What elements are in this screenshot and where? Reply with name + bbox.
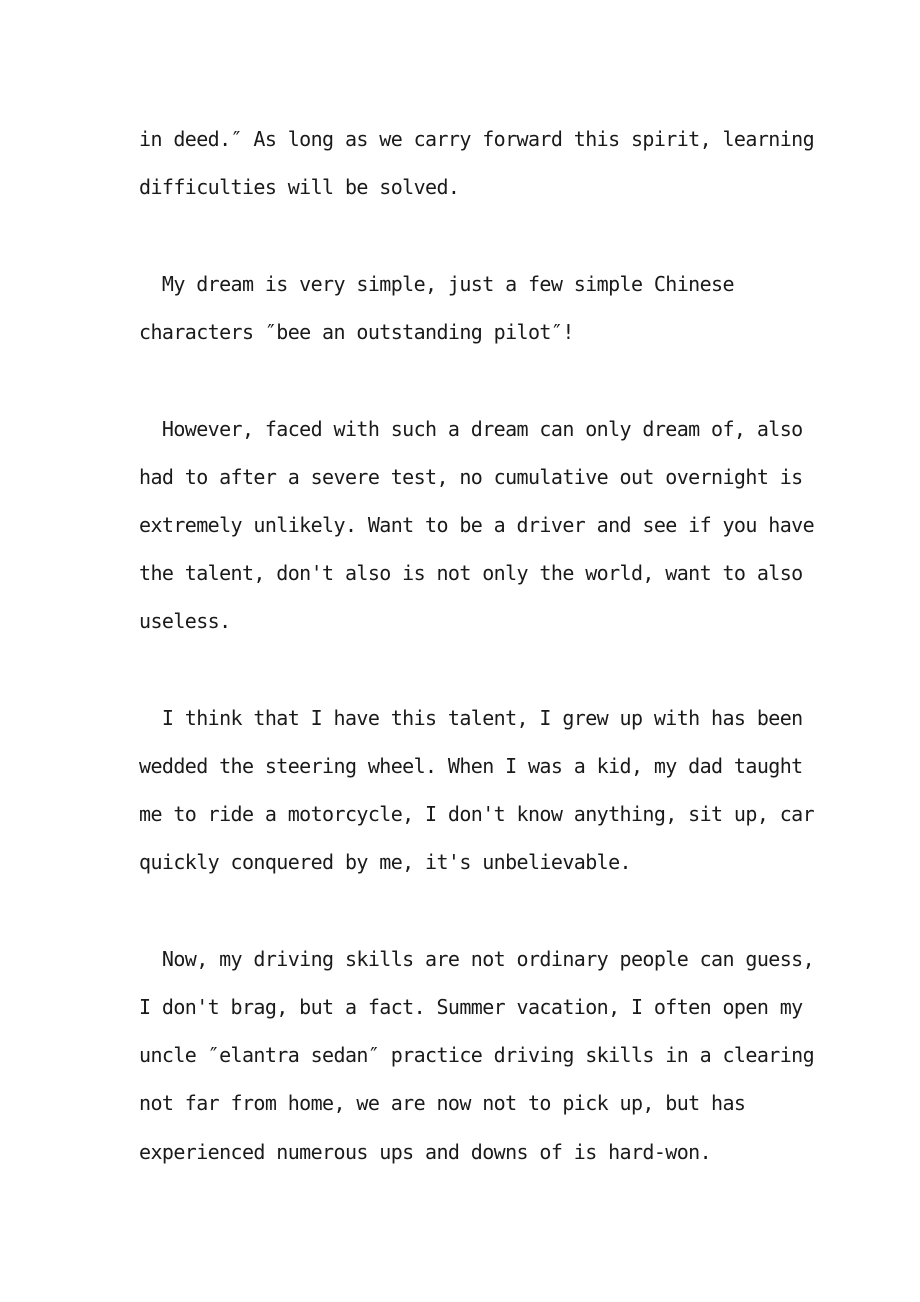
text-line: difficulties will be solved. (139, 175, 460, 199)
text-line: uncle ″elantra sedan″ practice driving skills in a clearing (139, 1043, 815, 1067)
text-line: the talent, don't also is not only the world, want to also (139, 561, 803, 585)
text-line: not far from home, we are now not to pick up, but has (139, 1091, 746, 1115)
text-line: me to ride a motorcycle, I don't know anything, sit up, car (139, 802, 815, 826)
text-line: quickly conquered by me, it's unbelievable. (139, 850, 631, 874)
text-line: Now, my driving skills are not ordinary people can guess, (139, 947, 815, 971)
text-line: in deed.″ As long as we carry forward this spirit, learning (139, 127, 815, 151)
text-line: I don't brag, but a fact. Summer vacation, I often open my (139, 995, 803, 1019)
text-line: However, faced with such a dream can only dream of, also (139, 417, 803, 441)
text-line: had to after a severe test, no cumulative out overnight is (139, 465, 803, 489)
text-line: experienced numerous ups and downs of is hard-won. (139, 1140, 712, 1164)
text-line: My dream is very simple, just a few simple Chinese (139, 272, 734, 296)
text-line: I think that I have this talent, I grew up with has been (139, 706, 803, 730)
text-line: characters ″bee an outstanding pilot″! (139, 320, 574, 344)
text-line: extremely unlikely. Want to be a driver and see if you have (139, 513, 815, 537)
text-line: wedded the steering wheel. When I was a kid, my dad taught (139, 754, 803, 778)
text-line: useless. (139, 609, 231, 633)
